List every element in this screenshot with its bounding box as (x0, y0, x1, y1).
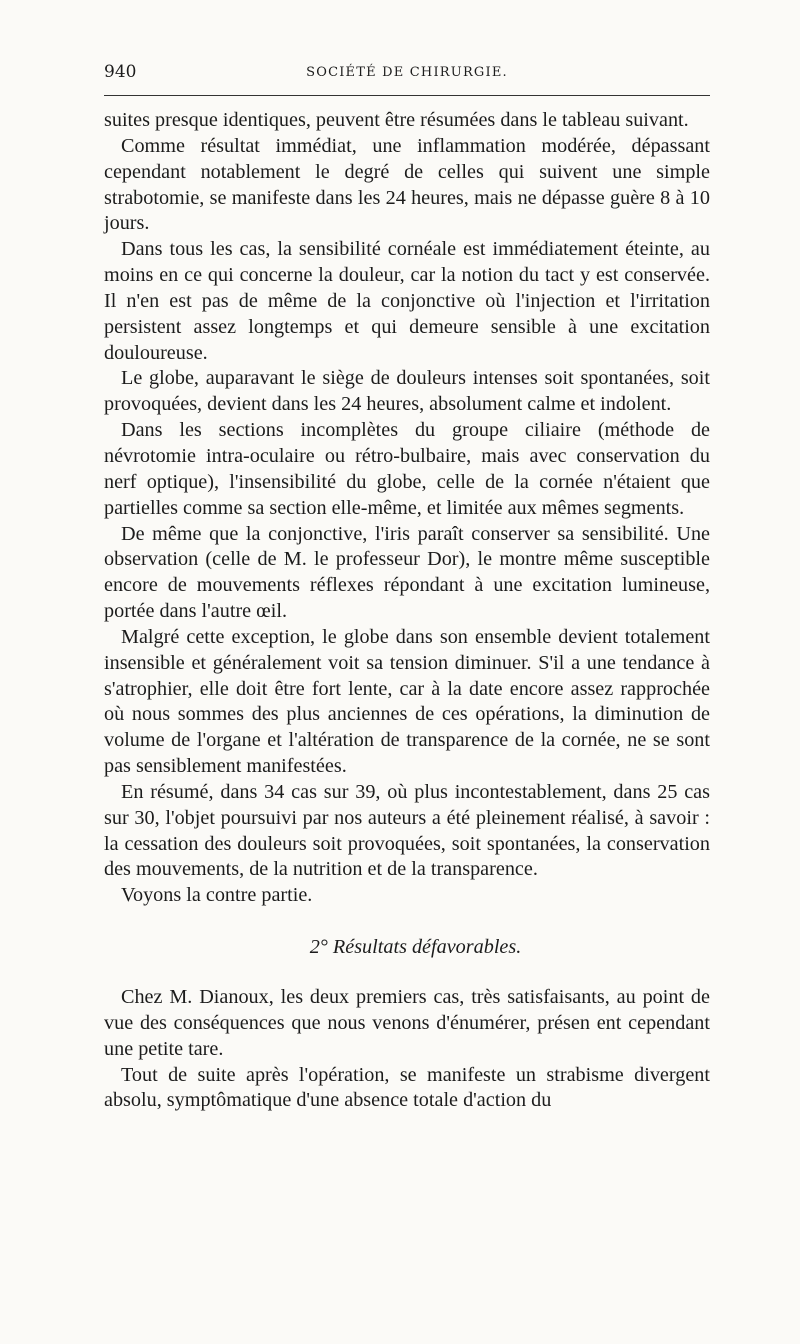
paragraph: Voyons la contre partie. (121, 884, 313, 907)
paragraph: Chez M. Dianoux, les deux premiers cas, très satisfaisants, au point de vue des conséquences que nous venons d'énumérer, présen ent cependant une petite tare. (104, 986, 710, 1060)
section-heading: 2° Résultats défavorables. (309, 936, 522, 959)
paragraph: Le globe, auparavant le siège de douleurs intenses soit spontanées, soit provoquées, devient dans les 24 heures, absolument calme et indolent. (104, 367, 710, 416)
paragraph: suites presque identiques, peuvent être résumées dans le tableau suivant. (104, 109, 689, 131)
page-header (104, 60, 710, 90)
paragraph: Dans les sections incomplètes du groupe ciliaire (méthode de névrotomie intra-oculaire ou rétro-bulbaire, mais avec conservation du nerf optique), l'insensibilité du globe, celle de la cornée n'étaient que partielles comme sa section elle-même, et limitée aux mêmes segments. (104, 419, 710, 519)
page-number: 940 (104, 62, 137, 82)
paragraph: Comme résultat immédiat, une inflammation modérée, dépassant cependant notablement le degré de celles qui suivent une simple strabotomie, se manifeste dans les 24 heures, mais ne dépasse guère 8 à 10 jours. (104, 134, 710, 235)
header-rule (104, 95, 710, 96)
paragraph: De même que la conjonctive, l'iris paraît conserver sa sensibilité. Une observation (celle de M. le professeur Dor), le montre même susceptible encore de mouvements réflexes répondant à une excitation lumineuse, portée dans l'autre œil. (104, 522, 710, 623)
body-text (104, 108, 710, 1114)
running-title: SOCIÉTÉ DE CHIRURGIE. (306, 65, 508, 80)
paragraph: En résumé, dans 34 cas sur 39, où plus incontestablement, dans 25 cas sur 30, l'objet poursuivi par nos auteurs a été pleinement réalisé, à savoir : la cessation des douleurs soit provoquées, soit spontanées, la conservation des mouvements, de la nutrition et de la transparence. (104, 780, 710, 881)
paragraph: Dans tous les cas, la sensibilité cornéale est immédiatement éteinte, au moins en ce qui concerne la douleur, car la notion du tact y est conservée. Il n'en est pas de même de la conjonctive où l'injection et l'irritation persistent assez longtemps et qui demeure sensible à une excitation douloureuse. (104, 238, 710, 364)
paragraph: Tout de suite après l'opération, se manifeste un strabisme divergent absolu, symptômatique d'une absence totale d'action du (104, 1063, 710, 1112)
paragraph: Malgré cette exception, le globe dans son ensemble devient totalement insensible et généralement voit sa tension diminuer. S'il a une tendance à s'atrophier, elle doit être fort lente, car à la date encore assez rapprochée où nous sommes des plus anciennes de ces opérations, la diminution de volume de l'organe et l'altération de transparence de la cornée, ne se sont pas sensiblement manifestées. (104, 625, 710, 778)
